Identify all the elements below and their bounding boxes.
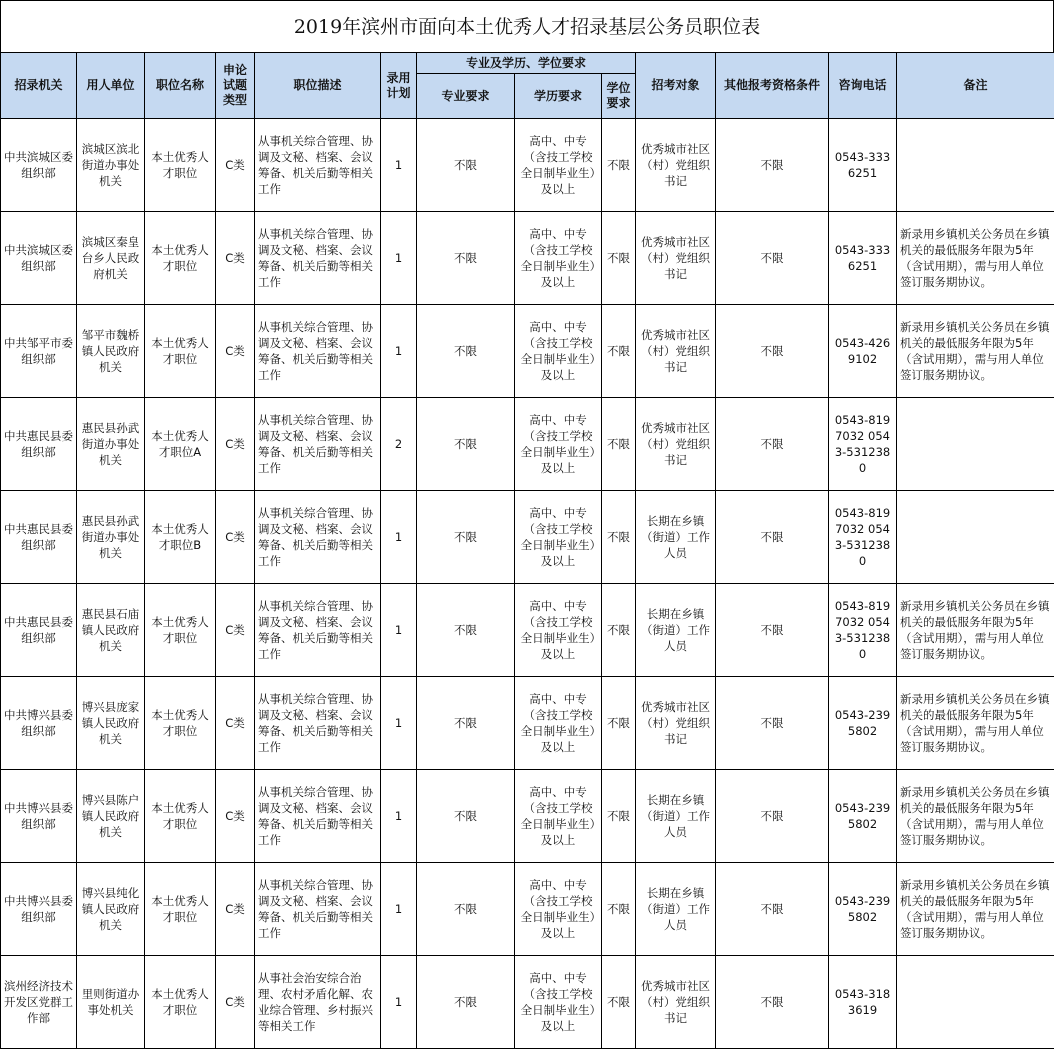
cell-phone: 0543-2395802 [829,863,897,956]
cell-position: 本土优秀人才职位 [145,212,216,305]
cell-agency: 中共博兴县委组织部 [1,770,77,863]
cell-quota: 1 [381,491,417,584]
cell-employer: 里则街道办事处机关 [77,956,145,1049]
cell-major: 不限 [417,770,515,863]
cell-exam-type: C类 [216,770,255,863]
cell-remarks [897,398,1054,491]
cell-description: 从事机关综合管理、协调及文秘、档案、会议筹备、机关后勤等相关工作 [255,119,381,212]
cell-target: 优秀城市社区（村）党组织书记 [636,119,716,212]
cell-degree: 不限 [602,677,636,770]
cell-major: 不限 [417,584,515,677]
header-requirements-group: 专业及学历、学位要求 [417,53,636,74]
cell-major: 不限 [417,398,515,491]
cell-education: 高中、中专（含技工学校全日制毕业生）及以上 [515,863,602,956]
cell-other: 不限 [716,398,829,491]
cell-other: 不限 [716,584,829,677]
cell-employer: 惠民县石庙镇人民政府机关 [77,584,145,677]
cell-education: 高中、中专（含技工学校全日制毕业生）及以上 [515,956,602,1049]
cell-position: 本土优秀人才职位 [145,770,216,863]
header-degree: 学位要求 [602,74,636,119]
cell-employer: 博兴县陈户镇人民政府机关 [77,770,145,863]
cell-target: 优秀城市社区（村）党组织书记 [636,677,716,770]
cell-other: 不限 [716,305,829,398]
cell-degree: 不限 [602,212,636,305]
cell-description: 从事机关综合管理、协调及文秘、档案、会议筹备、机关后勤等相关工作 [255,770,381,863]
cell-phone: 0543-3336251 [829,119,897,212]
cell-exam-type: C类 [216,305,255,398]
cell-exam-type: C类 [216,491,255,584]
cell-exam-type: C类 [216,398,255,491]
cell-degree: 不限 [602,770,636,863]
table-row [1,584,1054,677]
header-major: 专业要求 [417,74,515,119]
cell-education: 高中、中专（含技工学校全日制毕业生）及以上 [515,212,602,305]
cell-exam-type: C类 [216,863,255,956]
cell-description: 从事机关综合管理、协调及文秘、档案、会议筹备、机关后勤等相关工作 [255,212,381,305]
cell-phone: 0543-8197032 0543-5312380 [829,398,897,491]
cell-other: 不限 [716,956,829,1049]
header-description: 职位描述 [255,53,381,119]
cell-other: 不限 [716,491,829,584]
cell-target: 优秀城市社区（村）党组织书记 [636,305,716,398]
cell-agency: 中共博兴县委组织部 [1,863,77,956]
cell-remarks: 新录用乡镇机关公务员在乡镇机关的最低服务年限为5年（含试用期），需与用人单位签订服务期协议。 [897,212,1054,305]
cell-major: 不限 [417,956,515,1049]
table-row [1,677,1054,770]
cell-degree: 不限 [602,863,636,956]
cell-education: 高中、中专（含技工学校全日制毕业生）及以上 [515,677,602,770]
cell-employer: 博兴县庞家镇人民政府机关 [77,677,145,770]
cell-agency: 中共惠民县委组织部 [1,491,77,584]
cell-target: 长期在乡镇（街道）工作人员 [636,491,716,584]
table-row [1,956,1054,1049]
header-quota: 录用计划 [381,53,417,119]
cell-education: 高中、中专（含技工学校全日制毕业生）及以上 [515,491,602,584]
cell-major: 不限 [417,863,515,956]
cell-employer: 滨城区秦皇台乡人民政府机关 [77,212,145,305]
header-position: 职位名称 [145,53,216,119]
cell-other: 不限 [716,770,829,863]
cell-agency: 中共惠民县委组织部 [1,398,77,491]
cell-position: 本土优秀人才职位 [145,863,216,956]
header-other: 其他报考资格条件 [716,53,829,119]
cell-agency: 中共滨城区委组织部 [1,212,77,305]
cell-major: 不限 [417,212,515,305]
cell-description: 从事机关综合管理、协调及文秘、档案、会议筹备、机关后勤等相关工作 [255,677,381,770]
cell-description: 从事社会治安综合治理、农村矛盾化解、农业综合管理、乡村振兴等相关工作 [255,956,381,1049]
table-row [1,398,1054,491]
cell-description: 从事机关综合管理、协调及文秘、档案、会议筹备、机关后勤等相关工作 [255,491,381,584]
cell-other: 不限 [716,119,829,212]
cell-phone: 0543-8197032 0543-5312380 [829,584,897,677]
cell-quota: 1 [381,212,417,305]
cell-education: 高中、中专（含技工学校全日制毕业生）及以上 [515,584,602,677]
cell-other: 不限 [716,863,829,956]
cell-major: 不限 [417,491,515,584]
cell-target: 优秀城市社区（村）党组织书记 [636,212,716,305]
cell-remarks: 新录用乡镇机关公务员在乡镇机关的最低服务年限为5年（含试用期），需与用人单位签订服务期协议。 [897,584,1054,677]
cell-remarks: 新录用乡镇机关公务员在乡镇机关的最低服务年限为5年（含试用期），需与用人单位签订服务期协议。 [897,770,1054,863]
header-exam-type: 申论试题类型 [216,53,255,119]
cell-remarks: 新录用乡镇机关公务员在乡镇机关的最低服务年限为5年（含试用期），需与用人单位签订服务期协议。 [897,677,1054,770]
cell-target: 长期在乡镇（街道）工作人员 [636,863,716,956]
table-row [1,491,1054,584]
header-employer: 用人单位 [77,53,145,119]
cell-quota: 1 [381,305,417,398]
cell-target: 优秀城市社区（村）党组织书记 [636,956,716,1049]
positions-table [0,52,1054,1049]
cell-quota: 1 [381,677,417,770]
cell-remarks [897,119,1054,212]
cell-quota: 1 [381,584,417,677]
cell-quota: 1 [381,863,417,956]
cell-target: 优秀城市社区（村）党组织书记 [636,398,716,491]
cell-other: 不限 [716,677,829,770]
cell-degree: 不限 [602,305,636,398]
cell-remarks: 新录用乡镇机关公务员在乡镇机关的最低服务年限为5年（含试用期），需与用人单位签订服务期协议。 [897,863,1054,956]
cell-position: 本土优秀人才职位 [145,119,216,212]
cell-degree: 不限 [602,956,636,1049]
table-row [1,212,1054,305]
cell-agency: 中共邹平市委组织部 [1,305,77,398]
table-row [1,770,1054,863]
cell-exam-type: C类 [216,119,255,212]
cell-employer: 博兴县纯化镇人民政府机关 [77,863,145,956]
cell-target: 长期在乡镇（街道）工作人员 [636,584,716,677]
cell-degree: 不限 [602,491,636,584]
cell-description: 从事机关综合管理、协调及文秘、档案、会议筹备、机关后勤等相关工作 [255,398,381,491]
cell-remarks: 新录用乡镇机关公务员在乡镇机关的最低服务年限为5年（含试用期），需与用人单位签订服务期协议。 [897,305,1054,398]
cell-phone: 0543-8197032 0543-5312380 [829,491,897,584]
cell-exam-type: C类 [216,584,255,677]
cell-employer: 滨城区滨北街道办事处机关 [77,119,145,212]
cell-degree: 不限 [602,119,636,212]
cell-other: 不限 [716,212,829,305]
cell-agency: 中共博兴县委组织部 [1,677,77,770]
cell-phone: 0543-2395802 [829,770,897,863]
cell-remarks [897,956,1054,1049]
cell-education: 高中、中专（含技工学校全日制毕业生）及以上 [515,305,602,398]
cell-phone: 0543-2395802 [829,677,897,770]
cell-phone: 0543-4269102 [829,305,897,398]
header-phone: 咨询电话 [829,53,897,119]
cell-employer: 邹平市魏桥镇人民政府机关 [77,305,145,398]
cell-quota: 1 [381,956,417,1049]
cell-agency: 滨州经济技术开发区党群工作部 [1,956,77,1049]
cell-exam-type: C类 [216,212,255,305]
cell-degree: 不限 [602,398,636,491]
cell-major: 不限 [417,677,515,770]
cell-remarks [897,491,1054,584]
cell-quota: 1 [381,119,417,212]
cell-position: 本土优秀人才职位B [145,491,216,584]
header-remarks: 备注 [897,53,1054,119]
cell-position: 本土优秀人才职位 [145,305,216,398]
page-title: 2019年滨州市面向本土优秀人才招录基层公务员职位表 [0,0,1054,52]
table-row [1,863,1054,956]
cell-employer: 惠民县孙武街道办事处机关 [77,491,145,584]
cell-major: 不限 [417,119,515,212]
cell-phone: 0543-3183619 [829,956,897,1049]
cell-employer: 惠民县孙武街道办事处机关 [77,398,145,491]
cell-education: 高中、中专（含技工学校全日制毕业生）及以上 [515,398,602,491]
table-row [1,119,1054,212]
cell-education: 高中、中专（含技工学校全日制毕业生）及以上 [515,770,602,863]
cell-agency: 中共惠民县委组织部 [1,584,77,677]
cell-description: 从事机关综合管理、协调及文秘、档案、会议筹备、机关后勤等相关工作 [255,863,381,956]
table-row [1,305,1054,398]
cell-target: 长期在乡镇（街道）工作人员 [636,770,716,863]
header-education: 学历要求 [515,74,602,119]
cell-exam-type: C类 [216,677,255,770]
cell-agency: 中共滨城区委组织部 [1,119,77,212]
cell-exam-type: C类 [216,956,255,1049]
cell-description: 从事机关综合管理、协调及文秘、档案、会议筹备、机关后勤等相关工作 [255,584,381,677]
header-agency: 招录机关 [1,53,77,119]
header-target: 招考对象 [636,53,716,119]
cell-description: 从事机关综合管理、协调及文秘、档案、会议筹备、机关后勤等相关工作 [255,305,381,398]
cell-degree: 不限 [602,584,636,677]
cell-position: 本土优秀人才职位 [145,584,216,677]
cell-position: 本土优秀人才职位 [145,677,216,770]
cell-phone: 0543-3336251 [829,212,897,305]
cell-quota: 2 [381,398,417,491]
cell-quota: 1 [381,770,417,863]
cell-position: 本土优秀人才职位A [145,398,216,491]
cell-education: 高中、中专（含技工学校全日制毕业生）及以上 [515,119,602,212]
cell-major: 不限 [417,305,515,398]
cell-position: 本土优秀人才职位 [145,956,216,1049]
